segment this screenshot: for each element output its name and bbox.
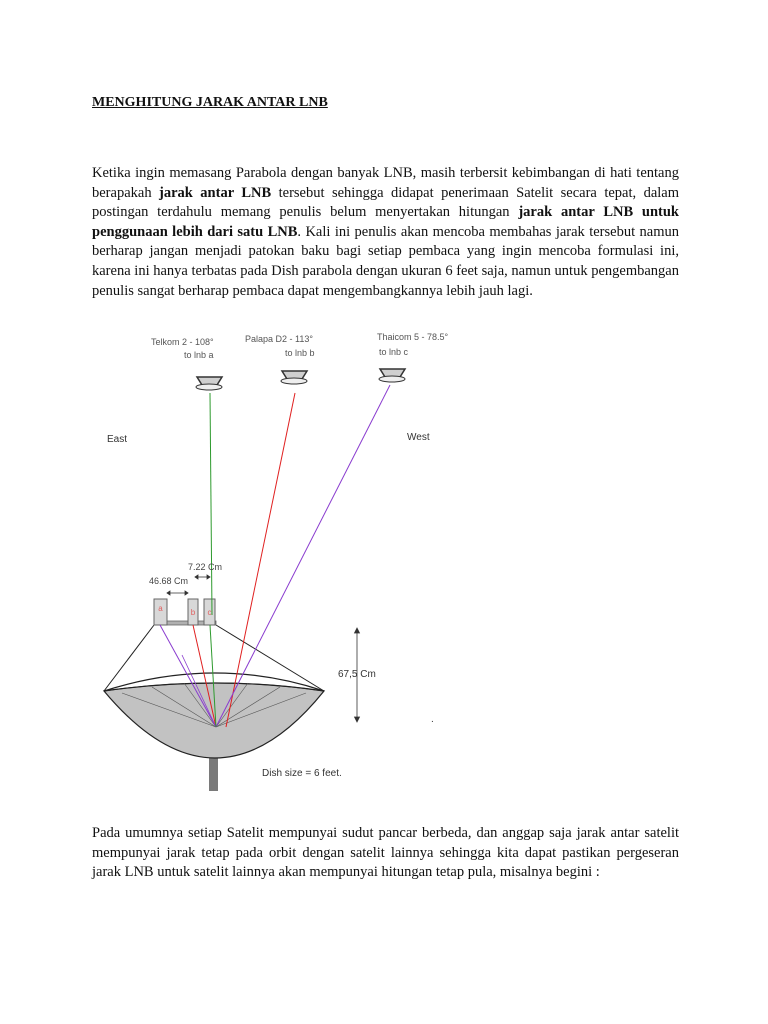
sat-c-to: to lnb c [379,347,409,357]
east-label: East [107,434,128,445]
document-title: MENGHITUNG JARAK ANTAR LNB [92,95,328,110]
sat-a-name: Telkom 2 - 108° [151,337,214,347]
intro-bold-1: jarak antar LNB [159,184,272,201]
sat-b-name: Palapa D2 - 113° [245,334,313,344]
satellite-a-icon [196,377,222,390]
dish-size-label: Dish size = 6 feet. [262,768,342,779]
lnb-diagram [92,325,512,795]
satellite-b-icon [281,371,307,384]
depth-label: 67,5 Cm [338,669,376,680]
sat-c-name: Thaicom 5 - 78.5° [377,332,449,342]
sat-a-to: to lnb a [184,350,214,360]
dist-ab-label: 46.68 Cm [149,576,189,586]
intro-text-2: tersebut sehingga didapat penerimaan Satelit secara tepat, dalam postingan terdahulu memang penulis belum menyertakan hitungan [92,184,680,221]
dist-ab-arrow [167,591,188,595]
west-label: West [407,432,430,443]
lnb-diagram-svg [92,325,512,795]
intro-text-3: . Kali ini penulis akan mencoba membahas jarak tersebut namun berharap jangan menjadi patokan baku bagi setiap pembaca yang ingin mencoba formulasi ini, karena ini hanya terbatas pada Dish parabola dengan ukuran 6 feet saja, namun untuk pengembangan penulis sangat berharap pembaca dapat mengembangkannya lebih jauh lagi. [92,223,679,299]
ray-palapa-to-dish [226,393,295,727]
sat-b-to: to lnb b [285,348,315,358]
lnb-a-label: a [158,604,163,613]
intro-bold-2: jarak antar LNB untuk penggunaan lebih dari satu LNB [92,204,680,240]
stray-dot: . [431,714,434,725]
lnb-c-label: c [207,608,212,617]
satellite-c-icon [379,369,405,382]
intro-text-1: Ketika ingin memasang Parabola dengan banyak LNB, masih terbersit kebimbangan di hati tentang berapakah [92,165,679,201]
intro-paragraph [92,164,679,301]
lnb-b-label: b [190,608,196,617]
dist-bc-label: 7.22 Cm [188,562,223,572]
dist-bc-arrow [195,575,210,579]
ray-telkom-to-lnb-a [207,393,212,617]
second-paragraph: Pada umumnya setiap Satelit mempunyai sudut pancar berbeda, dan anggap saja jarak antar satelit mempunyai jarak tetap pada orbit dengan satelit lainnya sehingga kita dapat pastikan pergeseran jarak LNB untuk satelit lainnya akan mempunyai hitungan tetap pula, misalnya begini : [92,825,679,881]
